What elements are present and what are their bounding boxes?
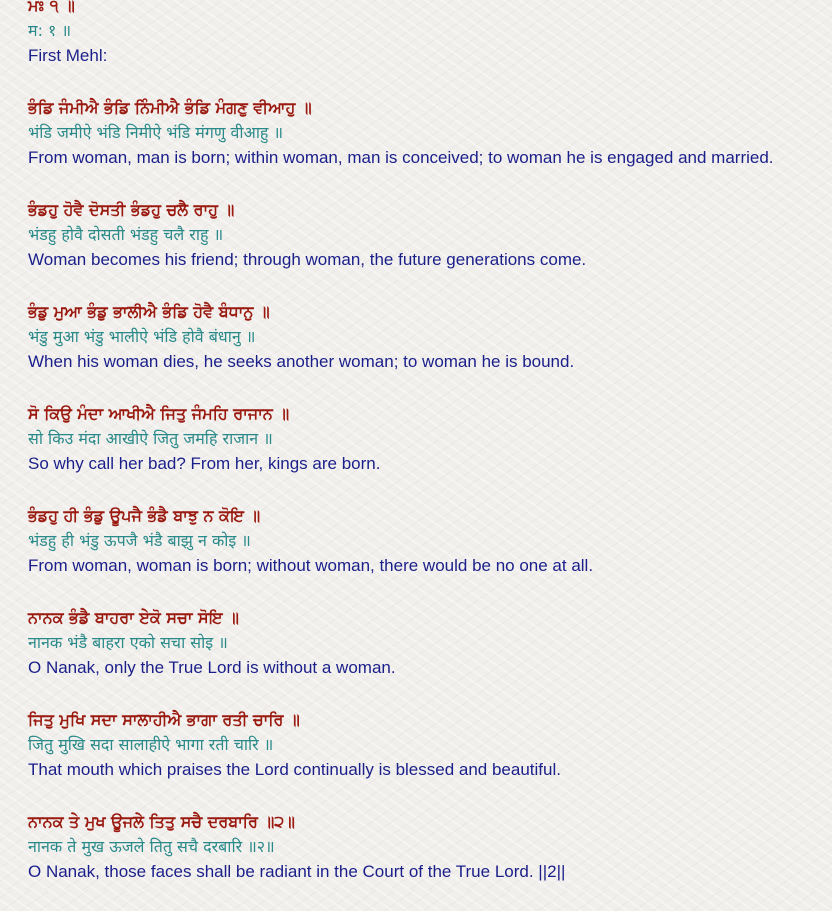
verse-gurmukhi: ਭੰਡਹੁ ਹੀ ਭੰਡੁ ਊਪਜੈ ਭੰਡੈ ਬਾਝੁ ਨ ਕੋਇ ॥	[28, 506, 261, 525]
verse-hindi: भंडहु होवै दोसती भंडहु चलै राहु ॥	[28, 225, 224, 244]
verse-english: Woman becomes his friend; through woman, the future generations come.	[28, 250, 587, 269]
verse-block	[28, 299, 828, 374]
verse-hindi: नानक भंडै बाहरा एको सचा सोइ ॥	[28, 633, 228, 652]
verse-block	[28, 707, 828, 782]
verse-block	[28, 605, 828, 680]
verse-gurmukhi: ਭੰਡਿ ਜੰਮੀਐ ਭੰਡਿ ਨਿੰਮੀਐ ਭੰਡਿ ਮੰਗਣੁ ਵੀਆਹੁ ॥	[28, 98, 312, 117]
verse-block	[28, 809, 828, 884]
verse-english: O Nanak, only the True Lord is without a woman.	[28, 658, 396, 677]
verse-gurmukhi: ਸੋ ਕਿਉ ਮੰਦਾ ਆਖੀਐ ਜਿਤੁ ਜੰਮਹਿ ਰਾਜਾਨ ॥	[28, 404, 290, 423]
verse-gurmukhi: ਭੰਡਹੁ ਹੋਵੈ ਦੋਸਤੀ ਭੰਡਹੁ ਚਲੈ ਰਾਹੁ ॥	[28, 200, 235, 219]
verse-english: That mouth which praises the Lord continually is blessed and beautiful.	[28, 760, 561, 779]
verse-hindi: भंडि जमीऐ भंडि निमीऐ भंडि मंगणु वीआहु ॥	[28, 123, 284, 142]
verse-hindi: भंडु मुआ भंडु भालीऐ भंडि होवै बंधानु ॥	[28, 327, 256, 346]
verse-gurmukhi: ਨਾਨਕ ਭੰਡੈ ਬਾਹਰਾ ਏਕੋ ਸਚਾ ਸੋਇ ॥	[28, 608, 239, 627]
verse-gurmukhi: ਜਿਤੁ ਮੁਖਿ ਸਦਾ ਸਾਲਾਹੀਐ ਭਾਗਾ ਰਤੀ ਚਾਰਿ ॥	[28, 710, 300, 729]
verse-gurmukhi: ਭੰਡੁ ਮੁਆ ਭੰਡੁ ਭਾਲੀਐ ਭੰਡਿ ਹੋਵੈ ਬੰਧਾਨੁ ॥	[28, 302, 270, 321]
verse-block	[28, 401, 828, 476]
verse-block	[28, 503, 828, 578]
verse-english: O Nanak, those faces shall be radiant in the Court of the True Lord. ||2||	[28, 862, 566, 881]
verse-gurmukhi: ਨਾਨਕ ਤੇ ਮੁਖ ਊਜਲੇ ਤਿਤੁ ਸਚੈ ਦਰਬਾਰਿ ॥੨॥	[28, 812, 295, 831]
verse-english: So why call her bad? From her, kings are born.	[28, 454, 381, 473]
scripture-page	[28, 0, 828, 911]
header-hindi: म: १ ॥	[28, 21, 72, 40]
verse-block	[28, 197, 828, 272]
header-gurmukhi: ਮਃ ੧ ॥	[28, 0, 75, 15]
verse-hindi: सो किउ मंदा आखीऐ जितु जमहि राजान ॥	[28, 429, 273, 448]
verse-header	[28, 0, 828, 68]
verse-hindi: भंडहु ही भंडु ऊपजै भंडै बाझु न कोइ ॥	[28, 531, 251, 550]
verse-english: From woman, man is born; within woman, man is conceived; to woman he is engaged and married.	[28, 148, 774, 167]
verse-hindi: जितु मुखि सदा सालाहीऐ भागा रती चारि ॥	[28, 735, 274, 754]
verse-block	[28, 95, 828, 170]
header-english: First Mehl:	[28, 46, 108, 65]
verse-english: When his woman dies, he seeks another woman; to woman he is bound.	[28, 352, 575, 371]
verse-english: From woman, woman is born; without woman, there would be no one at all.	[28, 556, 594, 575]
verse-hindi: नानक ते मुख ऊजले तितु सचै दरबारि ॥२॥	[28, 837, 275, 856]
